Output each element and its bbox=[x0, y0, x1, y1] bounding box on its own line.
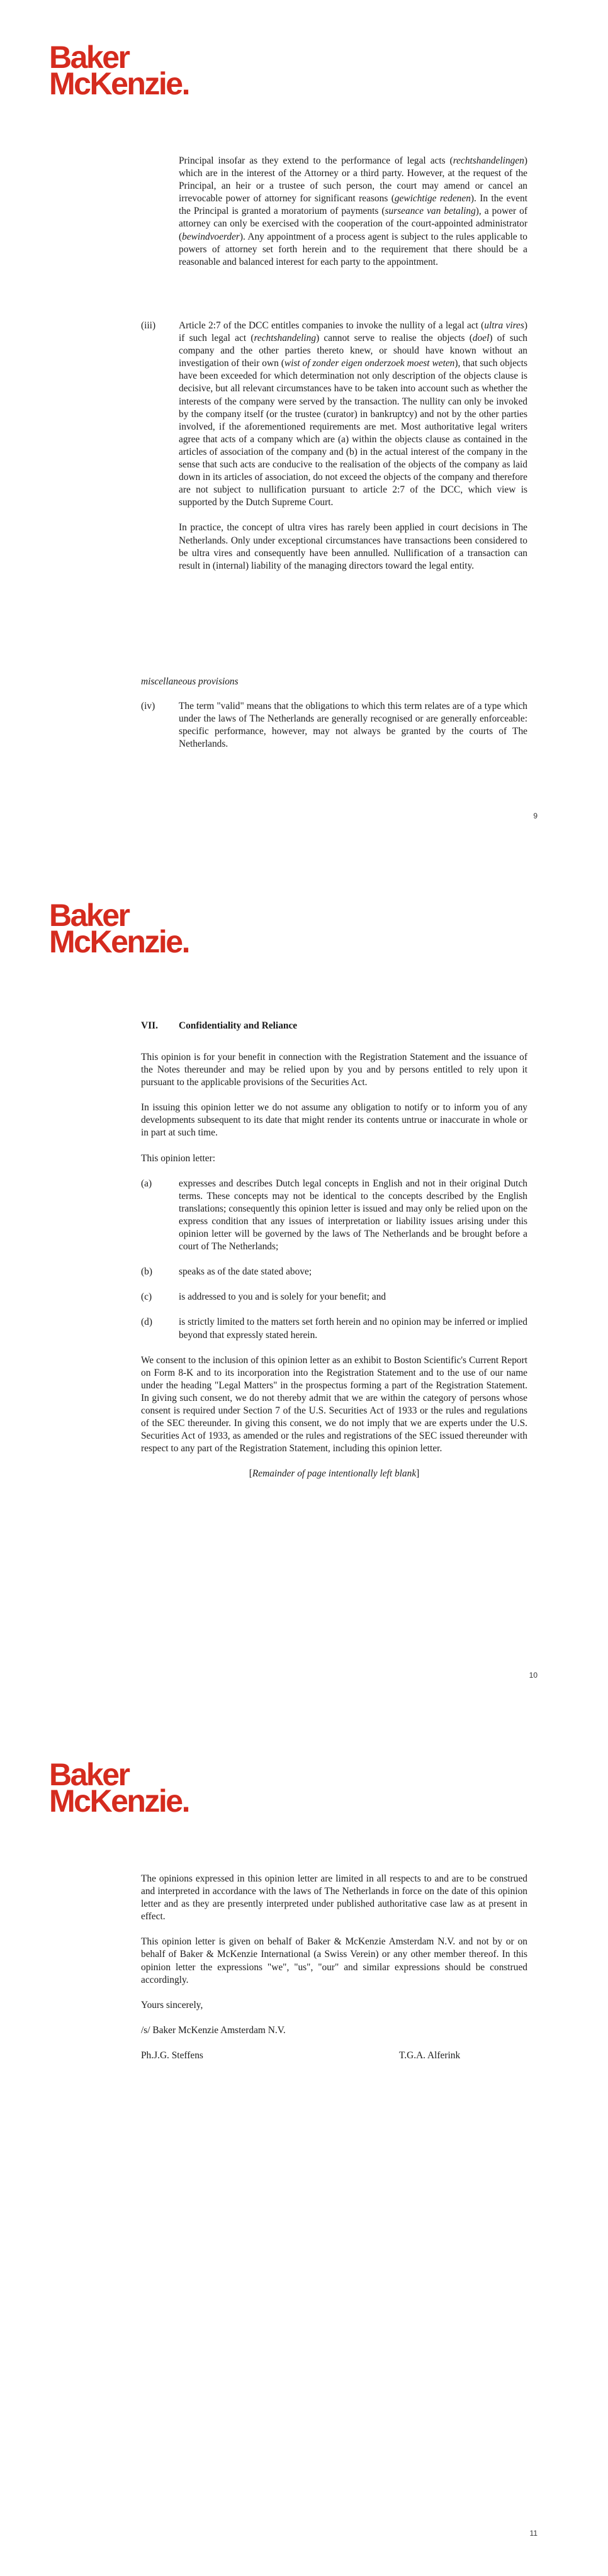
closing-salutation: Yours sincerely, bbox=[141, 1999, 203, 2010]
signatory-steffens: Ph.J.G. Steffens bbox=[141, 2049, 203, 2061]
baker-mckenzie-logo: Baker McKenzie. bbox=[49, 898, 189, 959]
opinion-letter-intro: This opinion letter: bbox=[141, 1152, 215, 1164]
page-number: 11 bbox=[529, 2529, 538, 2538]
section-heading: VII. Confidentiality and Reliance bbox=[141, 1020, 298, 1031]
benefit-paragraph: This opinion is for your benefit in connection with the Registration Statement and the issuance of the Notes thereunder and may be relied upon by you and by persons entitled to rely upon it pursuant to the applicable provisions of the Securities Act. bbox=[141, 1052, 527, 1088]
no-obligation-paragraph: In issuing this opinion letter we do not assume any obligation to notify or to inform you of any developments subsequent to its date that might render its contents untrue or inaccurate in whole or in part at such time. bbox=[141, 1102, 527, 1139]
item-number: (b) bbox=[141, 1266, 152, 1278]
item-number: (a) bbox=[141, 1178, 152, 1189]
item-number: (d) bbox=[141, 1317, 152, 1328]
baker-mckenzie-logo: Baker McKenzie. bbox=[49, 40, 189, 101]
item-text: is strictly limited to the matters set forth herein and no opinion may be inferred or implied beyond that expressly stated herein. bbox=[179, 1317, 527, 1341]
power-of-attorney-paragraph: Principal insofar as they extend to the performance of legal acts (rechtshandelingen) which are in the interest of the Attorney or a third party. However, at the request of the Principal, an heir or a trustee of such person, the court may amend or cancel an irrevocable power of attorney for significant reasons (gewichtige redenen). In the event the Principal is granted a moratorium of payments (surseance van betaling), a power of attorney can only be exercised with the cooperation of the court-appointed administrator (bewindvoerder). Any appointment of a process agent is subject to the rules applicable to powers of attorney set forth herein and to the requirement that there should be a reasonable and balanced interest for each party to the appointment. bbox=[179, 155, 527, 267]
page-9 bbox=[0, 0, 608, 859]
ultra-vires-practice-paragraph: In practice, the concept of ultra vires has rarely been applied in court decisions in The Netherlands. Only under exceptional circumstances have transactions been considered to be ultra vires and consequently have been annulled. Nullification of a transaction can result in (internal) liability of the managing directors toward the legal entity. bbox=[179, 522, 527, 571]
valid-definition-paragraph: The term "valid" means that the obligations to which this term relates are of a type which under the laws of The Netherlands are generally recognised or are generally enforceable: specific performance, however, may not always be granted by the courts of The Netherlands. bbox=[179, 701, 527, 750]
item-text: speaks as of the date stated above; bbox=[179, 1266, 312, 1278]
list-item-c bbox=[141, 1291, 527, 1303]
signatory-alferink: T.G.A. Alferink bbox=[399, 2049, 461, 2061]
opinion-closing-body bbox=[141, 1873, 527, 2062]
page-10 bbox=[0, 859, 608, 1717]
list-item-a bbox=[141, 1178, 527, 1254]
opinion-body bbox=[141, 1051, 527, 1480]
page-11 bbox=[0, 1717, 608, 2576]
page-number: 9 bbox=[533, 811, 538, 820]
item-number: (iv) bbox=[141, 701, 155, 711]
remainder-blank-note: [Remainder of page intentionally left blank] bbox=[249, 1468, 420, 1480]
item-number: (iii) bbox=[141, 320, 156, 331]
behalf-paragraph: This opinion letter is given on behalf of Baker & McKenzie Amsterdam N.V. and not by or on behalf of Baker & McKenzie International (a Swiss Verein) or any other member thereof. In this opinion letter the expressions "we", "us", "our" and similar expressions should be construed accordingly. bbox=[141, 1936, 527, 1985]
signatories bbox=[141, 2049, 527, 2062]
ultra-vires-paragraph: Article 2:7 of the DCC entitles companies to invoke the nullity of a legal act (ultra vires) if such legal act (rechtshandeling) cannot serve to realise the objects (doel) of such company and the other parties thereto knew, or should have known without an investigation of their own (wist of zonder eigen onderzoek moest weten), that such objects have been exceeded for which determination not only description of the objects clause is decisive, but all relevant circumstances have to be taken into account such as whether the interests of the company were served by the transaction. The nullity can only be invoked by the company itself (or the trustee (curator) in bankruptcy) and not by the other parties involved, if the aforementioned requirements are met. Most authoritative legal writers agree that acts of a company which are (a) within the objects clause as contained in the articles of association of the company and (b) in the actual interest of the company in the sense that such acts are conducive to the realisation of the objects of the company as laid down in its articles of association, do not exceed the objects of the company and therefore are not subject to nullification pursuant to article 2:7 of the DCC, which view is supported by the Dutch Supreme Court. bbox=[179, 320, 527, 508]
baker-mckenzie-logo: Baker McKenzie. bbox=[49, 1757, 189, 1819]
consent-paragraph: We consent to the inclusion of this opinion letter as an exhibit to Boston Scientific's Current Report on Form 8-K and to its incorporation into the Registration Statement and to the use of our name under the heading "Legal Matters" in the prospectus forming a part of the Registration Statement. In giving such consent, we do not thereby admit that we are within the category of persons whose consent is required under Section 7 of the U.S. Securities Act of 1933 or the rules and regulations of the SEC thereunder. In giving this consent, we do not imply that we are experts under the U.S. Securities Act of 1933, as amended or the rules and registrations of the SEC issued thereunder with respect to any part of the Registration Statement, including this opinion letter. bbox=[141, 1354, 527, 1454]
item-number: (c) bbox=[141, 1291, 152, 1303]
list-item-b bbox=[141, 1266, 527, 1278]
miscellaneous-provisions-heading: miscellaneous provisions bbox=[141, 676, 239, 687]
governing-law-paragraph: The opinions expressed in this opinion letter are limited in all respects to and are to be construed and interpreted in accordance with the laws of The Netherlands in force on the date of this opinion letter and as they are presently interpreted under published authoritative case law as at present in effect. bbox=[141, 1873, 527, 1922]
signature-line: /s/ Baker McKenzie Amsterdam N.V. bbox=[141, 2024, 286, 2036]
item-text: expresses and describes Dutch legal concepts in English and not in their original Dutch terms. These concepts may not be identical to the concepts described by the English translations; consequently this opinion letter is issued and may only be relied upon on the express condition that any issues of interpretation or liability issues arising under this opinion letter will be governed by the laws of The Netherlands and be brought before a court of The Netherlands; bbox=[179, 1178, 527, 1252]
page-number: 10 bbox=[529, 1671, 538, 1680]
list-item-d bbox=[141, 1316, 527, 1341]
item-text: is addressed to you and is solely for your benefit; and bbox=[179, 1291, 386, 1303]
